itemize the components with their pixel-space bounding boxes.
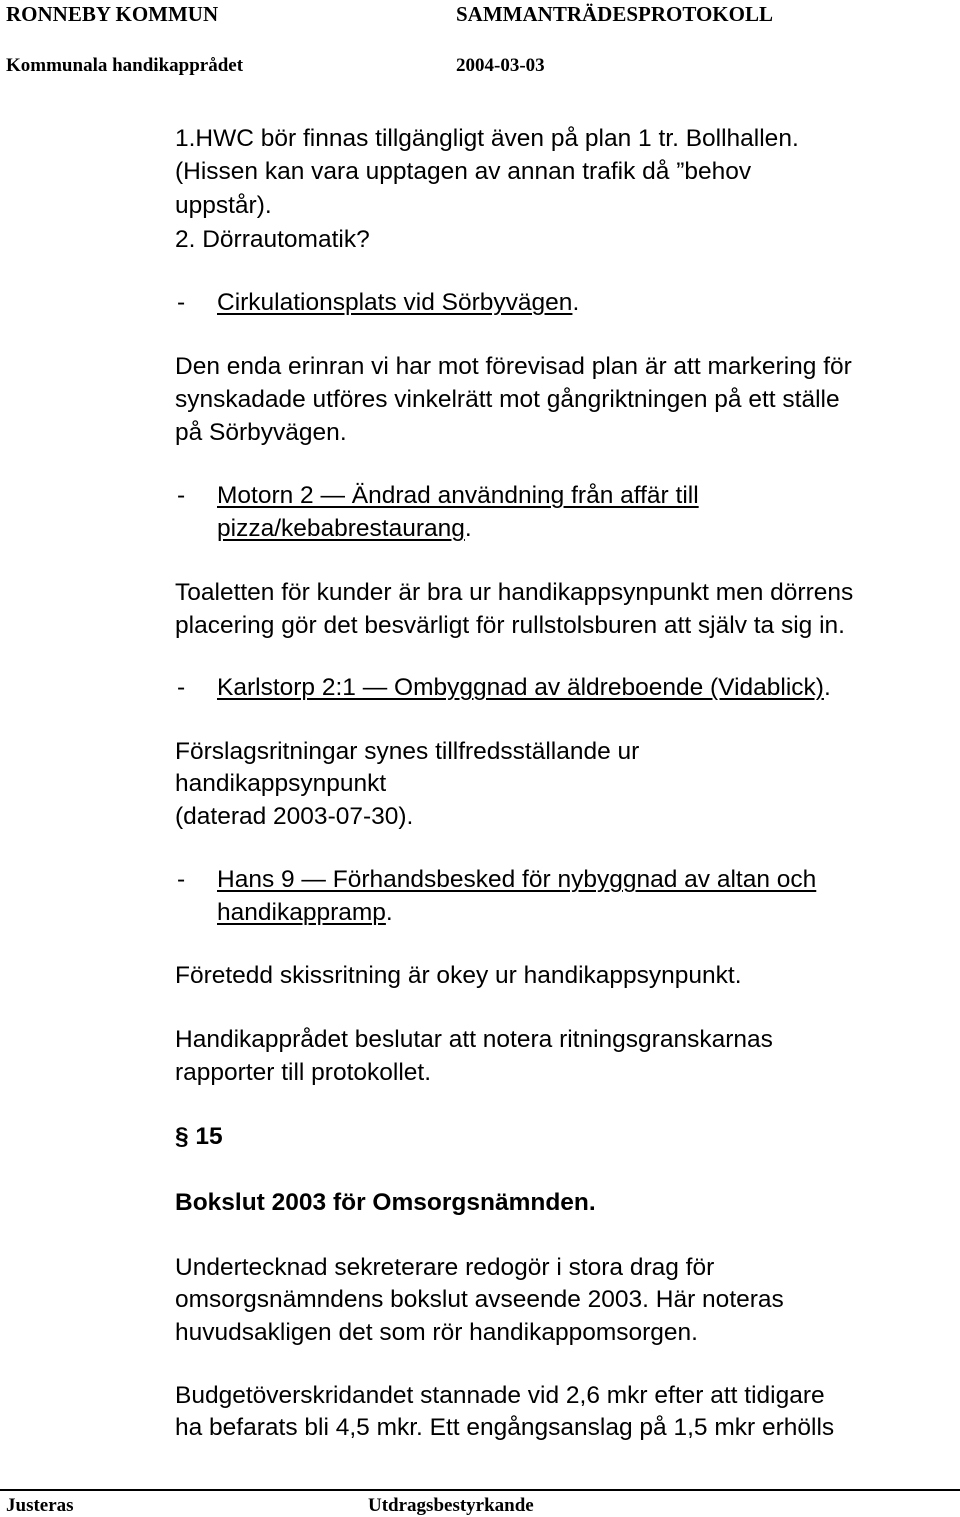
paragraph-line: Företedd skissritning är okey ur handikappsynpunkt. (175, 962, 742, 989)
paragraph-line: Förslagsritningar synes tillfredsställande ur (175, 738, 640, 765)
paragraph-line: Undertecknad sekreterare redogör i stora drag för (175, 1254, 715, 1281)
section-number: § 15 (175, 1123, 223, 1150)
paragraph-line: Toaletten för kunder är bra ur handikappsynpunkt men dörrens (175, 579, 854, 606)
list-dash: - (177, 289, 186, 316)
paragraph-line: uppstår). (175, 192, 272, 219)
item-heading-tail: . (385, 899, 393, 926)
municipality-name: RONNEBY KOMMUN (6, 2, 219, 26)
item-heading-tail: . (464, 515, 472, 542)
item-heading (217, 672, 831, 705)
paragraph-line: handikappsynpunkt (175, 770, 387, 797)
paragraph-line: Handikapprådet beslutar att notera ritningsgranskarnas (175, 1026, 773, 1053)
paragraph-line: Budgetöverskridandet stannade vid 2,6 mkr efter att tidigare (175, 1382, 825, 1409)
paragraph-line: (Hissen kan vara upptagen av annan trafik då ”behov (175, 158, 752, 185)
paragraph-line: 2. Dörrautomatik? (175, 226, 370, 253)
document-type: SAMMANTRÄDESPROTOKOLL (456, 2, 773, 26)
item-heading-tail: . (823, 674, 831, 701)
section-title: Bokslut 2003 för Omsorgsnämnden. (175, 1189, 596, 1216)
item-heading-text: Karlstorp 2:1 — Ombyggnad av äldreboende (Vidablick) (217, 674, 824, 701)
list-dash: - (177, 674, 186, 701)
list-dash: - (177, 866, 186, 893)
item-heading-text: handikappramp (217, 899, 386, 926)
item-heading-text: Hans 9 — Förhandsbesked för nybyggnad av altan och (217, 866, 817, 893)
item-heading (217, 897, 393, 930)
item-heading (217, 480, 699, 513)
list-dash: - (177, 482, 186, 509)
item-heading (217, 513, 472, 546)
footer-utdragsbestyrkande: Utdragsbestyrkande (368, 1495, 534, 1516)
council-name: Kommunala handikapprådet (6, 55, 244, 76)
item-heading-text: pizza/kebabrestaurang (217, 515, 465, 542)
paragraph-line: (daterad 2003-07-30). (175, 803, 414, 830)
item-heading (217, 864, 816, 897)
item-heading-tail: . (572, 289, 580, 316)
paragraph-line: huvudsakligen det som rör handikappomsorgen. (175, 1319, 698, 1346)
item-heading-text: Cirkulationsplats vid Sörbyvägen (217, 289, 573, 316)
meeting-date: 2004-03-03 (456, 55, 545, 76)
paragraph-line: omsorgsnämndens bokslut avseende 2003. Här noteras (175, 1286, 784, 1313)
paragraph-line: på Sörbyvägen. (175, 419, 347, 446)
paragraph-line: rapporter till protokollet. (175, 1059, 432, 1086)
paragraph-line: placering gör det besvärligt för rullstolsburen att själv ta sig in. (175, 612, 845, 639)
footer-justeras: Justeras (6, 1495, 74, 1516)
paragraph-line: Den enda erinran vi har mot förevisad plan är att markering för (175, 353, 852, 380)
paragraph-line: 1.HWC bör finnas tillgängligt även på plan 1 tr. Bollhallen. (175, 125, 799, 152)
document-footer (0, 1489, 960, 1516)
paragraph-line: synskadade utföres vinkelrätt mot gångriktningen på ett ställe (175, 386, 840, 413)
item-heading-text: Motorn 2 — Ändrad användning från affär till (217, 482, 699, 509)
paragraph-line: ha befarats bli 4,5 mkr. Ett engångsanslag på 1,5 mkr erhölls (175, 1414, 835, 1441)
item-heading (217, 287, 579, 320)
